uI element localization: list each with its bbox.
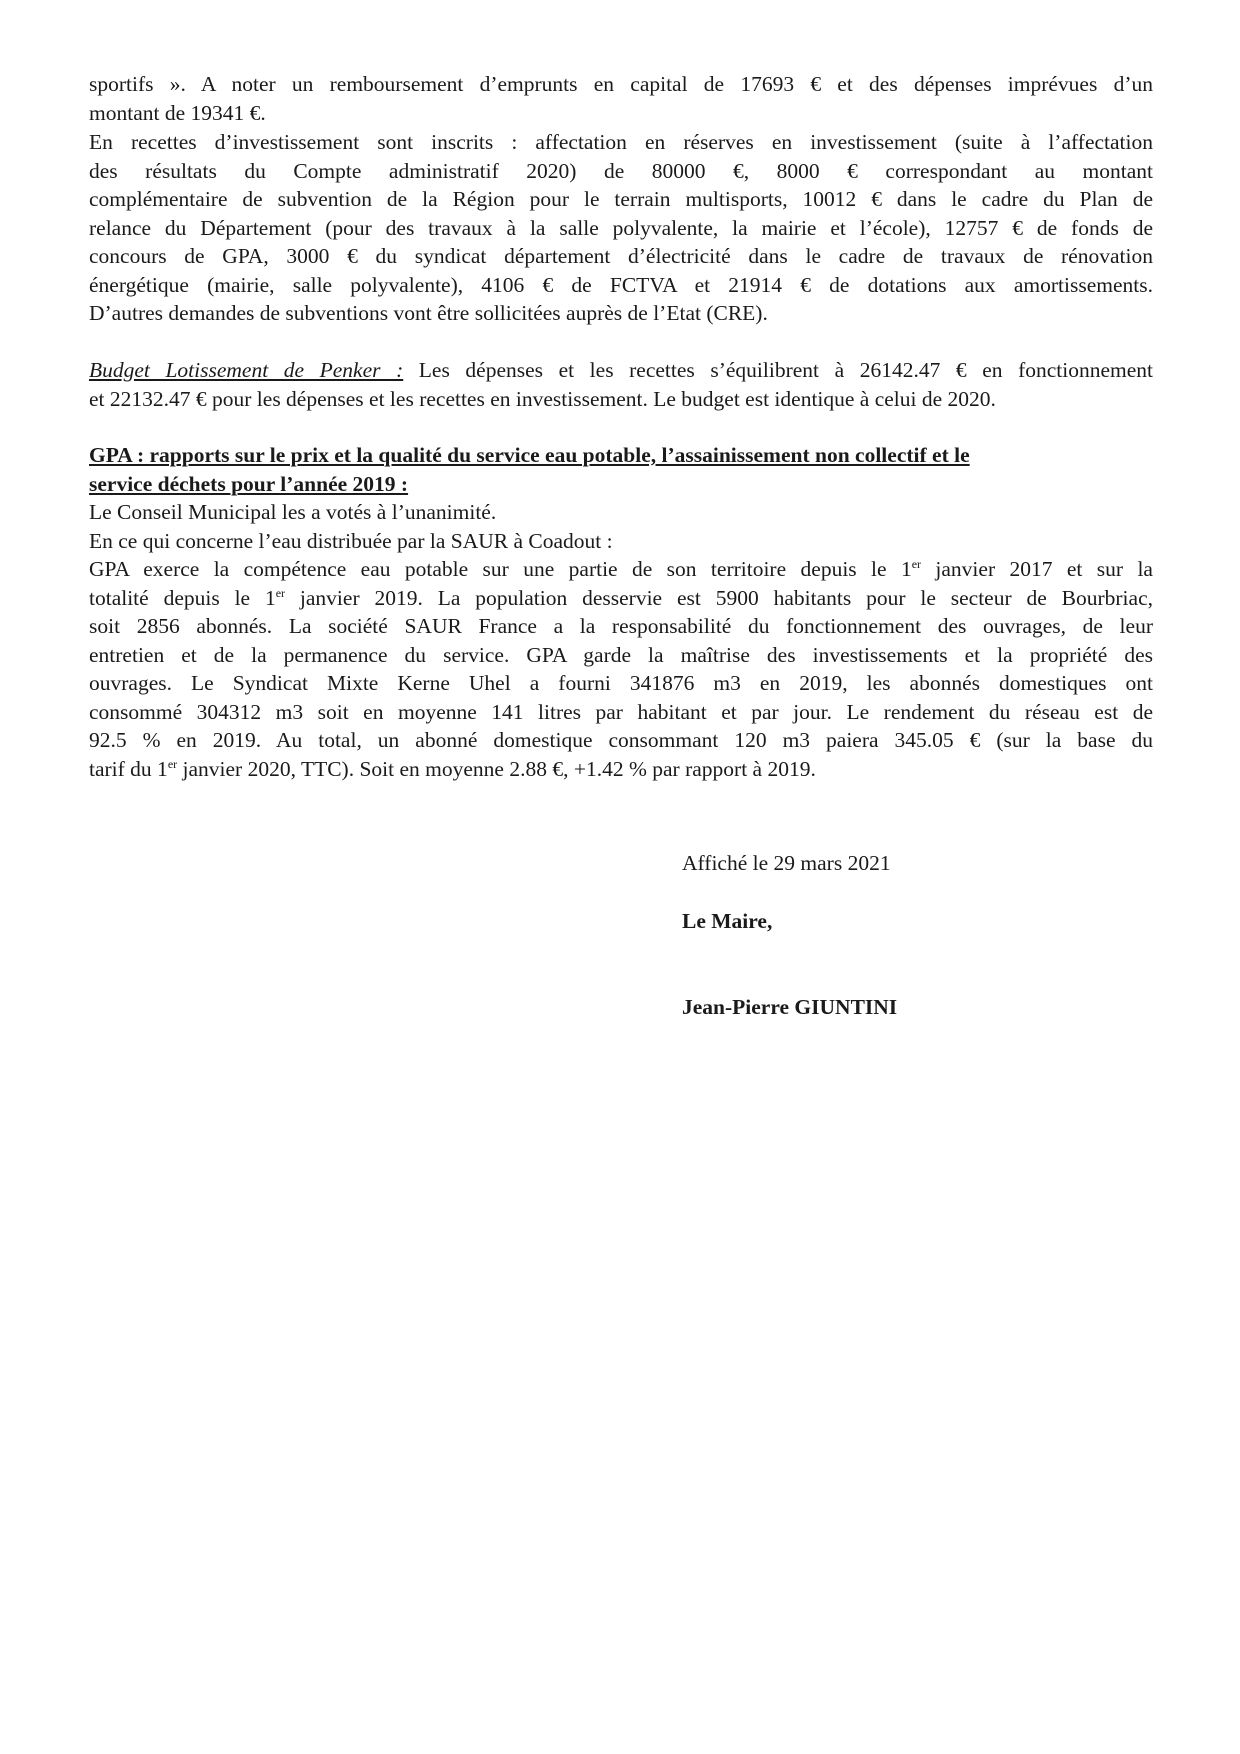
text-span: janvier 2020, TTC). Soit en moyenne 2.88 €, +1.42 % par rapport à 2019. xyxy=(177,756,816,781)
text-line: et 22132.47 € pour les dépenses et les recettes en investissement. Le budget est identique à celui de 2020. xyxy=(89,386,996,411)
text-span: totalité depuis le 1 xyxy=(89,585,276,610)
mayor-name: Jean-Pierre GIUNTINI xyxy=(682,995,898,1019)
text-span: GPA exerce la compétence eau potable sur une partie de son territoire depuis le 1 xyxy=(89,557,912,581)
text-line: 92.5 % en 2019. Au total, un abonné domestique consommant 120 m3 paiera 345.05 € (sur la base du xyxy=(89,728,1153,752)
text-line: complémentaire de subvention de la Région pour le terrain multisports, 10012 € dans le cadre du Plan de xyxy=(89,187,1153,211)
text-line: ouvrages. Le Syndicat Mixte Kerne Uhel a fourni 341876 m3 en 2019, les abonnés domestiques ont xyxy=(89,671,1153,695)
text-line xyxy=(89,755,1153,784)
posted-date: Affiché le 29 mars 2021 xyxy=(682,851,891,875)
section-heading: service déchets pour l’année 2019 : xyxy=(89,471,409,496)
text-line: concours de GPA, 3000 € du syndicat département d’électricité dans le cadre de travaux de rénovation xyxy=(89,244,1153,268)
signature-block xyxy=(682,849,1182,878)
text-line: sportifs ». A noter un remboursement d’emprunts en capital de 17693 € et des dépenses imprévues d’un xyxy=(89,72,1153,96)
paragraph-penker xyxy=(89,356,1153,413)
text-line: relance du Département (pour des travaux à la salle polyvalente, la mairie et l’école), 12757 € de fonds de xyxy=(89,215,1153,240)
text-span: janvier 2017 et sur la xyxy=(921,557,1153,581)
text-line: consommé 304312 m3 soit en moyenne 141 litres par habitant et par jour. Le rendement du réseau est de xyxy=(89,699,1153,724)
mayor-title: Le Maire, xyxy=(682,909,773,933)
gpa-section xyxy=(89,441,1153,783)
superscript: er xyxy=(167,756,178,771)
paragraph-intro xyxy=(89,70,1153,127)
paragraph-recettes xyxy=(89,128,1153,328)
text-line: En recettes d’investissement sont inscrits : affectation en réserves en investissement (suite à l’affectation xyxy=(89,130,1153,154)
text-line: En ce qui concerne l’eau distribuée par la SAUR à Coadout : xyxy=(89,528,613,553)
text-line xyxy=(89,356,1153,385)
signature-title-block xyxy=(682,907,1182,936)
text-line: des résultats du Compte administratif 2020) de 80000 €, 8000 € correspondant au montant xyxy=(89,158,1153,183)
penker-text: Les dépenses et les recettes s’équilibrent à 26142.47 € en fonctionnement xyxy=(403,358,1153,382)
signature-name-block xyxy=(682,993,1182,1022)
text-line: Le Conseil Municipal les a votés à l’unanimité. xyxy=(89,500,497,524)
text-line: soit 2856 abonnés. La société SAUR France a la responsabilité du fonctionnement des ouvrages, de leur xyxy=(89,614,1153,638)
superscript: er xyxy=(911,557,922,571)
text-line: entretien et de la permanence du service. GPA garde la maîtrise des investissements et la propriété des xyxy=(89,642,1153,667)
penker-label: Budget Lotissement de Penker : xyxy=(89,358,404,382)
superscript: er xyxy=(275,585,286,600)
text-line: énergétique (mairie, salle polyvalente), 4106 € de FCTVA et 21914 € de dotations aux amortissements. xyxy=(89,272,1153,297)
section-heading: GPA : rapports sur le prix et la qualité du service eau potable, l’assainissement non collectif et le xyxy=(89,443,970,467)
text-line: D’autres demandes de subventions vont être sollicitées auprès de l’Etat (CRE). xyxy=(89,301,768,325)
text-span: janvier 2019. La population desservie est 5900 habitants pour le secteur de Bourbriac, xyxy=(285,585,1153,610)
text-line xyxy=(89,555,1153,584)
text-line: montant de 19341 €. xyxy=(89,100,266,125)
text-line xyxy=(89,584,1153,613)
text-span: tarif du 1 xyxy=(89,756,168,781)
